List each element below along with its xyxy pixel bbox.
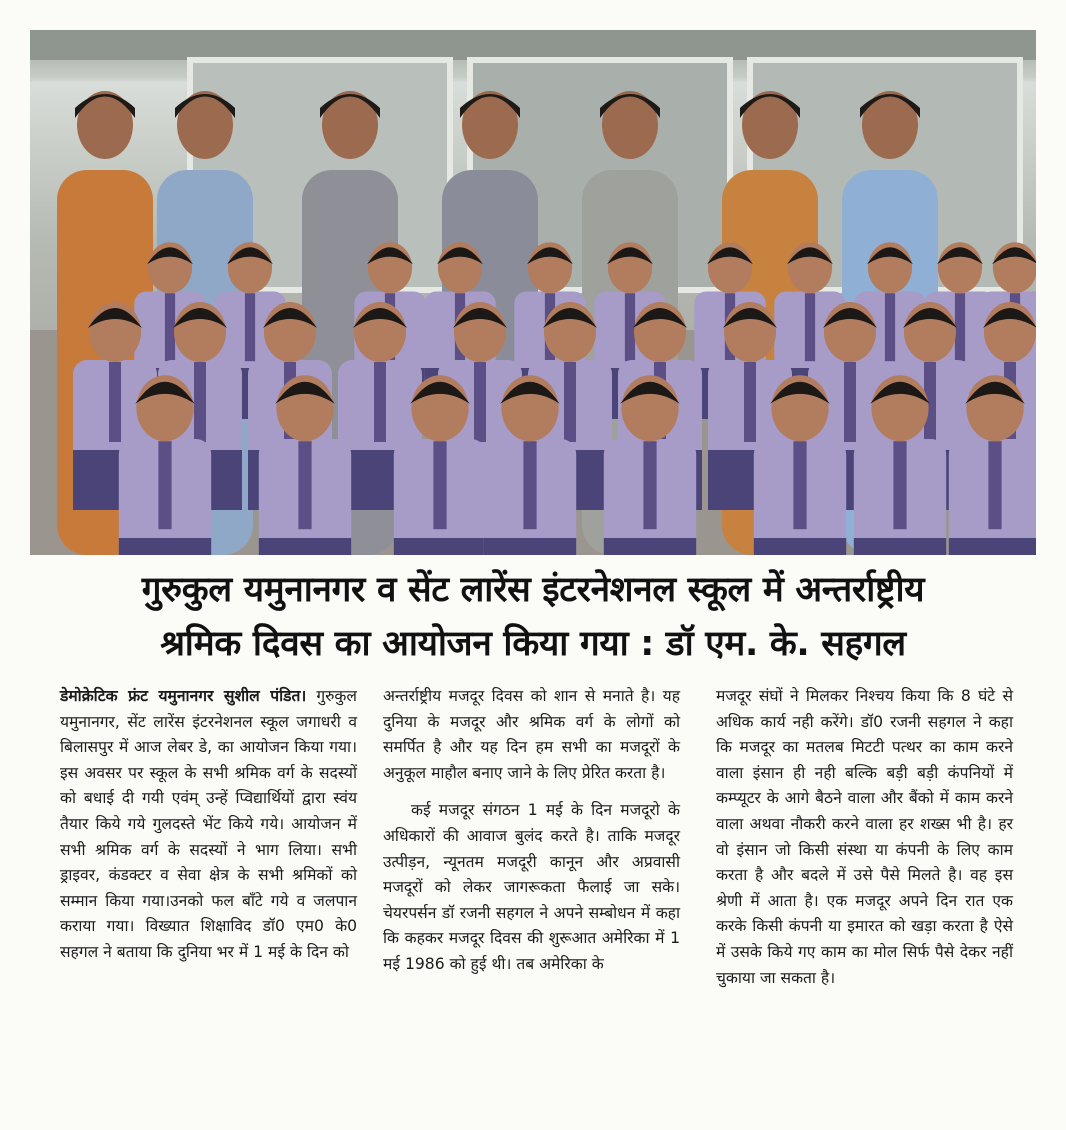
headline [30,563,1036,671]
column-2-paragraph-1: अन्तर्राष्ट्रीय मजदूर दिवस को शान से मनाते है। यह दुनिया के मजदूर और श्रमिक वर्ग के लोगों को समर्पित है और यह दिन हम सभी का मजदूरों के अनुकूल माहौल बनाए जाने के लिए प्रेरित करता है। [383,687,680,782]
column-3-text: मजदूर संघों ने मिलकर निश्चय किया कि 8 घंटे से अधिक कार्य नही करेंगे। डॉ0 रजनी सहगल ने कहा कि मजदूर का मतलब मिटटी पत्थर का काम करने वाला इंसान ही नही बल्कि बड़ी बड़ी कंपनियों में कम्प्यूटर के आगे बैठने वाला और बैंको में काम करने वाला अथवा नौकरी करने वाला हर शख्स भी है। हर वो इंसान जो किसी संस्था या कंपनी के लिए काम करता है और बदले में उसे पैसे मिलते है। वह इस श्रेणी में आता है। एक मजदूर अपने दिन रात एक करके किसी कंपनी या इमारत को खड़ा करता है ऐसे में उसके किये गए काम का मोल सिर्फ पैसे देकर नहीं चुकाया जा सकता है। [716,687,1013,987]
headline-line-2: श्रमिक दिवस का आयोजन किया गया : डॉ एम. के. सहगल [160,624,906,664]
group-photo-illustration [30,30,1036,555]
column-1-text: गुरुकुल यमुनानगर, सेंट लारेंस इंटरनेशनल स्कूल जगाधरी व बिलासपुर में आज लेबर डे, का आयोजन किया गया। इस अवसर पर स्कूल के सभी श्रमिक वर्ग के सदस्यों को बधाई दी गयी एवंम् उन्हें प्विद्यार्थियों द्वारा स्वंय तैयार किये गये गुलदस्ते भेंट किये गये। आयोजन में सभी श्रमिक वर्ग के सदस्यों ने भाग लिया। सभी ड्राइवर, कंडक्टर व सेवा क्षेत्र के सभी श्रमिकों को सम्मान किया गया।उनको फल बाँटे गये व जलपान कराया गया। विख्यात शिक्षाविद डॉ0 एम0 के0 सहगल ने बताया कि दुनिया भर में 1 मई के दिन को [60,687,357,961]
article-column-3 [716,684,1013,991]
article-column-2 [383,684,680,978]
column-2-paragraph-2: कई मजदूर संगठन 1 मई के दिन मजदूरो के अधिकारों की आवाज बुलंद करते है। ताकि मजदूर उत्पीड़न, न्यूनतम मजदूरी कानून और अप्रवासी मजदूरों को लेकर जागरूकता फैलाई जा सके।चेयरपर्सन डॉ रजनी सहगल ने अपने सम्बोधन में कहा कि कहकर मजदूर दिवस की शुरूआत अमेरिका में 1 मई 1986 को हुई थी। तब अमेरिका के [383,801,680,973]
byline: डेमोक्रेटिक फ्रंट यमुनानगर सुशील पंडित। [60,687,307,705]
headline-line-1: गुरुकुल यमुनानगर व सेंट लारेंस इंटरनेशनल स्कूल में अन्तर्राष्ट्रीय [141,570,925,610]
article-column-1 [60,684,357,966]
news-photo [30,30,1036,555]
